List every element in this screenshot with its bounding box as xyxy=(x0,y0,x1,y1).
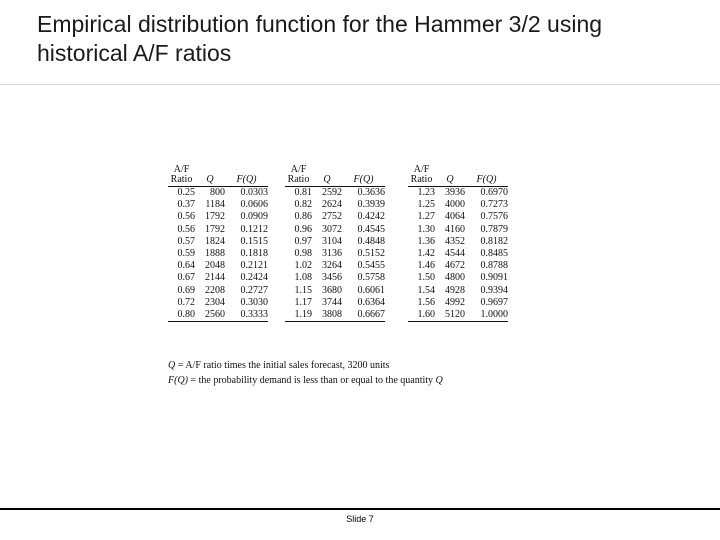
q-cell: 2048 xyxy=(205,260,225,272)
footer-divider xyxy=(0,508,720,510)
note-trailing-symbol: Q xyxy=(435,375,443,386)
ratio-cell: 0.59 xyxy=(177,248,195,260)
q-cell: 4672 xyxy=(445,260,465,272)
q-cell: 2592 xyxy=(322,187,342,198)
ratio-cell: 0.86 xyxy=(294,211,312,223)
note-symbol: Q xyxy=(168,360,176,371)
af-table-1 xyxy=(168,165,268,322)
fq-cell: 0.7273 xyxy=(480,199,508,211)
q-cell: 5120 xyxy=(435,309,465,322)
table-row xyxy=(408,236,508,248)
q-cell: 4352 xyxy=(445,235,465,247)
ratio-cell: 1.19 xyxy=(285,309,312,322)
table-row xyxy=(168,236,268,248)
fq-cell: 0.7879 xyxy=(480,223,508,235)
ratio-cell: 1.02 xyxy=(294,260,312,272)
fq-cell: 0.1212 xyxy=(240,223,268,235)
fq-cell: 0.9697 xyxy=(480,296,508,308)
ratio-cell: 0.82 xyxy=(294,199,312,211)
fq-cell: 0.1515 xyxy=(240,235,268,247)
ratio-cell: 1.54 xyxy=(417,284,435,296)
note-text: = the probability demand is less than or equal to the quantity xyxy=(188,375,436,386)
fq-cell: 0.4545 xyxy=(357,223,385,235)
ratio-cell: 1.15 xyxy=(294,284,312,296)
table-row xyxy=(408,285,508,297)
ratio-cell: 1.27 xyxy=(417,211,435,223)
ratio-cell: 0.56 xyxy=(177,211,195,223)
fq-cell: 0.6667 xyxy=(342,309,385,322)
fq-cell: 0.5455 xyxy=(357,260,385,272)
q-cell: 3744 xyxy=(322,296,342,308)
q-cell: 2208 xyxy=(205,284,225,296)
fq-cell: 0.2424 xyxy=(240,272,268,284)
table-row xyxy=(408,297,508,309)
table-row xyxy=(285,272,385,284)
q-cell: 3456 xyxy=(322,272,342,284)
q-cell: 3936 xyxy=(445,187,465,198)
ratio-cell: 0.80 xyxy=(168,309,195,322)
table-row xyxy=(408,309,508,322)
ratio-cell: 0.96 xyxy=(294,223,312,235)
fq-cell: 0.3636 xyxy=(357,187,385,198)
ratio-cell: 1.25 xyxy=(417,199,435,211)
fq-cell: 0.6970 xyxy=(480,187,508,198)
fq-cell: 0.8485 xyxy=(480,248,508,260)
ratio-cell: 0.56 xyxy=(177,223,195,235)
ratio-cell: 1.23 xyxy=(417,187,435,198)
fq-cell: 0.1818 xyxy=(240,248,268,260)
fq-cell: 0.6061 xyxy=(357,284,385,296)
ratio-cell: 1.60 xyxy=(408,309,435,322)
fq-cell: 1.0000 xyxy=(465,309,508,322)
af-table-2 xyxy=(285,165,385,322)
header-q: Q xyxy=(195,175,225,187)
note-text: = A/F ratio times the initial sales forecast, 3200 units xyxy=(175,360,390,371)
fq-cell: 0.4848 xyxy=(357,235,385,247)
table-row xyxy=(168,187,268,200)
table-row xyxy=(168,297,268,309)
ratio-cell: 0.97 xyxy=(294,235,312,247)
note-symbol: F(Q) xyxy=(168,375,188,386)
ratio-cell: 1.42 xyxy=(417,248,435,260)
table-row xyxy=(168,199,268,211)
fq-cell: 0.0606 xyxy=(240,199,268,211)
q-cell: 1184 xyxy=(205,199,225,211)
ratio-cell: 1.30 xyxy=(417,223,435,235)
table-row xyxy=(285,248,385,260)
ratio-cell: 0.57 xyxy=(177,235,195,247)
fq-cell: 0.3333 xyxy=(225,309,268,322)
ratio-cell: 0.81 xyxy=(294,187,312,198)
q-cell: 4544 xyxy=(445,248,465,260)
q-cell: 4800 xyxy=(445,272,465,284)
table-row xyxy=(408,260,508,272)
q-cell: 2304 xyxy=(205,296,225,308)
q-cell: 3072 xyxy=(322,223,342,235)
ratio-cell: 1.08 xyxy=(294,272,312,284)
fq-cell: 0.6364 xyxy=(357,296,385,308)
table-row xyxy=(408,199,508,211)
fq-cell: 0.7576 xyxy=(480,211,508,223)
ratio-cell: 0.67 xyxy=(177,272,195,284)
header-af: A/F xyxy=(413,164,430,175)
q-cell: 800 xyxy=(210,187,225,198)
header-q: Q xyxy=(435,175,465,187)
table-row xyxy=(285,236,385,248)
ratio-cell: 0.72 xyxy=(177,296,195,308)
table-row xyxy=(408,272,508,284)
q-cell: 4992 xyxy=(445,296,465,308)
table-row xyxy=(168,285,268,297)
fq-cell: 0.8182 xyxy=(480,235,508,247)
af-table-3 xyxy=(408,165,508,322)
header-af: A/F xyxy=(290,164,307,175)
ratio-cell: 1.56 xyxy=(417,296,435,308)
ratio-cell: 0.69 xyxy=(177,284,195,296)
table-row xyxy=(285,211,385,223)
table-row xyxy=(285,187,385,200)
table-row xyxy=(408,224,508,236)
header-ratio: Ratio xyxy=(285,175,312,187)
title-divider xyxy=(0,84,720,85)
q-cell: 4000 xyxy=(445,199,465,211)
q-cell: 1888 xyxy=(205,248,225,260)
q-cell: 3136 xyxy=(322,248,342,260)
table-row xyxy=(168,224,268,236)
fq-cell: 0.2727 xyxy=(240,284,268,296)
q-cell: 1824 xyxy=(205,235,225,247)
header-fq: F(Q) xyxy=(225,175,268,187)
fq-cell: 0.4242 xyxy=(357,211,385,223)
q-cell: 1792 xyxy=(205,223,225,235)
table-row xyxy=(285,309,385,322)
table-row xyxy=(285,285,385,297)
header-q: Q xyxy=(312,175,342,187)
table-row xyxy=(408,187,508,200)
q-cell: 4928 xyxy=(445,284,465,296)
header-fq: F(Q) xyxy=(465,175,508,187)
q-cell: 1792 xyxy=(205,211,225,223)
ratio-cell: 0.37 xyxy=(177,199,195,211)
table-row xyxy=(285,224,385,236)
table-notes xyxy=(168,358,443,388)
note-q xyxy=(168,358,443,373)
af-ratio-tables xyxy=(168,165,513,345)
table-row xyxy=(408,248,508,260)
header-ratio: Ratio xyxy=(168,175,195,187)
fq-cell: 0.3939 xyxy=(357,199,385,211)
header-ratio: Ratio xyxy=(408,175,435,187)
header-fq: F(Q) xyxy=(342,175,385,187)
q-cell: 2144 xyxy=(205,272,225,284)
q-cell: 3264 xyxy=(322,260,342,272)
table-row xyxy=(168,260,268,272)
fq-cell: 0.9394 xyxy=(480,284,508,296)
q-cell: 2752 xyxy=(322,211,342,223)
table-row xyxy=(168,272,268,284)
fq-cell: 0.3030 xyxy=(240,296,268,308)
ratio-cell: 1.36 xyxy=(417,235,435,247)
table-row xyxy=(168,309,268,322)
q-cell: 4064 xyxy=(445,211,465,223)
fq-cell: 0.0909 xyxy=(240,211,268,223)
q-cell: 3808 xyxy=(312,309,342,322)
header-af: A/F xyxy=(173,164,190,175)
fq-cell: 0.5152 xyxy=(357,248,385,260)
ratio-cell: 0.98 xyxy=(294,248,312,260)
table-row xyxy=(285,260,385,272)
ratio-cell: 1.46 xyxy=(417,260,435,272)
ratio-cell: 1.17 xyxy=(294,296,312,308)
q-cell: 2624 xyxy=(322,199,342,211)
table-row xyxy=(168,248,268,260)
table-row xyxy=(408,211,508,223)
q-cell: 2560 xyxy=(195,309,225,322)
note-fq xyxy=(168,373,443,388)
slide-number: Slide 7 xyxy=(346,514,374,524)
ratio-cell: 0.64 xyxy=(177,260,195,272)
slide-title: Empirical distribution function for the Hammer 3/2 using historical A/F ratios xyxy=(37,11,603,66)
ratio-cell: 1.50 xyxy=(417,272,435,284)
fq-cell: 0.2121 xyxy=(240,260,268,272)
q-cell: 3104 xyxy=(322,235,342,247)
fq-cell: 0.9091 xyxy=(480,272,508,284)
fq-cell: 0.5758 xyxy=(357,272,385,284)
fq-cell: 0.0303 xyxy=(240,187,268,198)
table-row xyxy=(168,211,268,223)
fq-cell: 0.8788 xyxy=(480,260,508,272)
q-cell: 3680 xyxy=(322,284,342,296)
q-cell: 4160 xyxy=(445,223,465,235)
table-row xyxy=(285,199,385,211)
table-row xyxy=(285,297,385,309)
ratio-cell: 0.25 xyxy=(177,187,195,198)
